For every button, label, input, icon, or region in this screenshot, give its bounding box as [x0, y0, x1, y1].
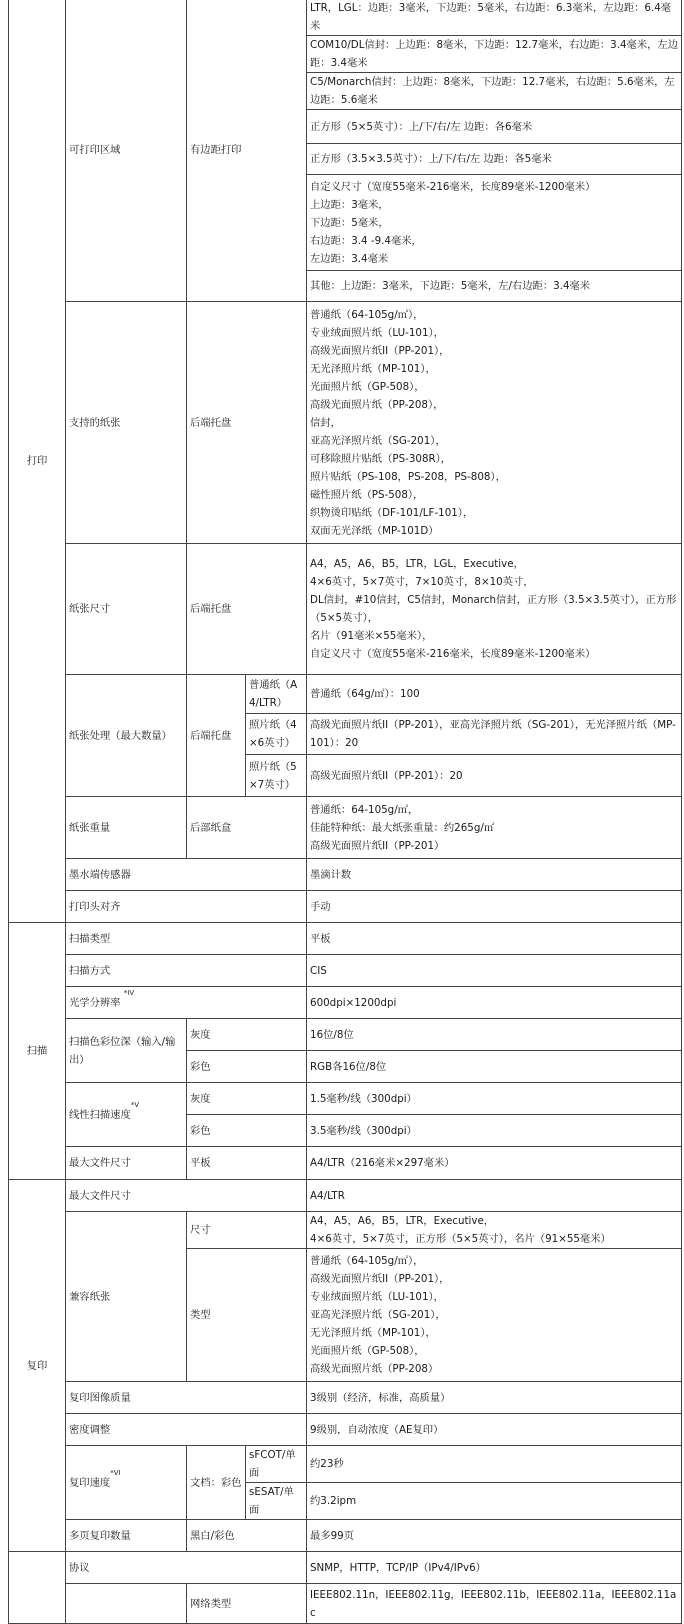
text-line: 4×6英寸，5×7英寸，正方形（5×5英寸），名片（91×55毫米） — [310, 1233, 611, 1245]
text-line: 自定义尺寸（宽度55毫米-216毫米，长度89毫米-1200毫米） — [310, 180, 596, 193]
table-row — [9, 1147, 682, 1180]
table-row — [9, 544, 682, 675]
ink-sensor-label: 墨水端传感器 — [66, 859, 307, 891]
spec-value: 手动 — [307, 891, 682, 923]
text-line: 4×6英寸，5×7英寸，7×10英寸，8×10英寸， — [310, 576, 534, 588]
text-line: 高级光面照片纸II（PP-201） — [310, 839, 445, 852]
text-line: 高级光面照片纸（PP-208）， — [310, 398, 444, 411]
text-line: A4，A5，A6，B5，LTR，LGL，Executive， — [310, 558, 524, 570]
spec-value: IEEE802.11n，IEEE802.11g，IEEE802.11b，IEEE802.11a，IEEE802.11ac — [307, 1584, 682, 1624]
spec-value: A4/LTR（216毫米×297毫米） — [307, 1147, 682, 1180]
text-line: 高级光面照片纸（PP-208） — [310, 1363, 439, 1375]
printable-area-label: 可打印区域 — [66, 0, 187, 302]
category-network — [9, 1552, 66, 1624]
table-row — [9, 1446, 682, 1483]
rear-cassette-label: 后部纸盒 — [187, 797, 307, 859]
spec-value: 正方形（5×5英寸）：上/下/右/左 边距：各6毫米 — [307, 110, 682, 144]
spec-value: 其他：上边距：3毫米，下边距：5毫米，左/右边距：3.4毫米 — [307, 271, 682, 302]
spec-value: 3.5毫秒/线（300dpi） — [307, 1115, 682, 1147]
table-row — [9, 1180, 682, 1212]
table-row — [9, 923, 682, 955]
rear-tray-label: 后端托盘 — [187, 544, 307, 675]
copy-speed-label — [66, 1446, 187, 1520]
paper-size-label: 纸张尺寸 — [66, 544, 187, 675]
mode-cell: 灰度 — [187, 1083, 307, 1115]
text-line: 光面照片纸（GP-508）， — [310, 380, 425, 393]
text-line: 右边距：3.4 -9.4毫米， — [310, 234, 422, 247]
paper-type-cell: 普通纸（A4/LTR） — [246, 675, 307, 714]
spec-table — [8, 0, 682, 1624]
mode-cell: 灰度 — [187, 1019, 307, 1051]
spec-value-multiline — [307, 544, 682, 675]
spec-value: 约23秒 — [307, 1446, 682, 1483]
table-row — [9, 1520, 682, 1552]
text-line: 光面照片纸（GP-508）， — [310, 1345, 425, 1357]
copy-quality-label: 复印图像质量 — [66, 1382, 307, 1414]
network-blank-label — [66, 1584, 187, 1624]
spec-value: 最多99页 — [307, 1520, 682, 1552]
spec-value: 3级别（经济，标准，高质量） — [307, 1382, 682, 1414]
spec-value: 高级光面照片纸II（PP-201）：20 — [307, 755, 682, 797]
label-text: 线性扫描速度 — [69, 1108, 131, 1121]
line-speed-label — [66, 1083, 187, 1147]
text-line: DL信封，#10信封，C5信封，Monarch信封，正方形（3.5×3.5英寸），正方形（5×5英寸）， — [310, 594, 677, 624]
spec-value-multiline — [307, 797, 682, 859]
type-label: 类型 — [187, 1249, 307, 1382]
compatible-paper-label: 兼容纸张 — [66, 1212, 187, 1382]
table-row — [9, 987, 682, 1019]
metric-cell: sESAT/单面 — [246, 1483, 307, 1520]
rear-tray-label: 后端托盘 — [187, 302, 307, 544]
spec-value-multiline — [307, 175, 682, 271]
text-line: 无光泽照片纸（MP-101）， — [310, 362, 436, 375]
text-line: 普通纸（64-105g/㎡）， — [310, 308, 424, 321]
label-text: 复印速度 — [69, 1476, 111, 1489]
doc-color-cell: 文档：彩色 — [187, 1446, 246, 1520]
text-line: A4，A5，A6，B5，LTR，Executive， — [310, 1215, 495, 1227]
text-line: 可移除照片贴纸（PS-308R）， — [310, 452, 452, 465]
category-print: 打印 — [9, 0, 66, 923]
text-line: 高级光面照片纸II（PP-201）， — [310, 1273, 450, 1285]
text-line: 专业绒面照片纸（LU-101）， — [310, 1291, 444, 1303]
paper-handling-label: 纸张处理（最大数量） — [66, 675, 187, 797]
paper-type-cell: 照片纸（5×7英寸） — [246, 755, 307, 797]
category-scan: 扫描 — [9, 923, 66, 1180]
text-line: 无光泽照片纸（MP-101）， — [310, 1327, 436, 1339]
text-line: 佳能特种纸：最大纸张重量：约265g/㎡ — [310, 821, 495, 834]
spec-value: LTR，LGL：边距：3毫米，下边距：5毫米，右边距：6.3毫米，左边距：6.4毫米 — [307, 0, 682, 36]
table-row — [9, 955, 682, 987]
table-row — [9, 1552, 682, 1584]
spec-value-multiline — [307, 1212, 682, 1249]
protocol-label: 协议 — [66, 1552, 307, 1584]
mode-cell: 彩色 — [187, 1115, 307, 1147]
spec-value-multiline — [307, 302, 682, 544]
table-row — [9, 1584, 682, 1624]
table-row — [9, 1382, 682, 1414]
text-line: 照片贴纸（PS-108，PS-208，PS-808）， — [310, 470, 506, 483]
spec-value: 正方形（3.5×3.5英寸）：上/下/右/左 边距：各5毫米 — [307, 144, 682, 175]
text-line: 普通纸（64-105g/㎡）， — [310, 1255, 424, 1267]
spec-value: SNMP，HTTP，TCP/IP（IPv4/IPv6） — [307, 1552, 682, 1584]
metric-cell: sFCOT/单面 — [246, 1446, 307, 1483]
spec-value: 高级光面照片纸II（PP-201），亚高光泽照片纸（SG-201），无光泽照片纸（MP-101）：20 — [307, 714, 682, 755]
max-doc-label: 最大文件尺寸 — [66, 1180, 307, 1212]
footnote-mark: *VI — [110, 1468, 121, 1477]
table-row — [9, 891, 682, 923]
scan-method-label: 扫描方式 — [66, 955, 307, 987]
table-row — [9, 797, 682, 859]
mode-cell: 黑白/彩色 — [187, 1520, 307, 1552]
paper-type-cell: 照片纸（4×6英寸） — [246, 714, 307, 755]
network-type-label: 网络类型 — [187, 1584, 307, 1624]
multi-copy-label: 多页复印数量 — [66, 1520, 187, 1552]
text-line: 亚高光泽照片纸（SG-201）， — [310, 434, 446, 447]
spec-value: 约3.2ipm — [307, 1483, 682, 1520]
table-row — [9, 1019, 682, 1051]
mode-cell: 彩色 — [187, 1051, 307, 1083]
scan-type-label: 扫描类型 — [66, 923, 307, 955]
spec-value: COM10/DL信封：上边距：8毫米，下边距：12.7毫米，右边距：3.4毫米，左边距：3.4毫米 — [307, 36, 682, 73]
spec-value: A4/LTR — [307, 1180, 682, 1212]
text-line: 下边距：5毫米， — [310, 216, 389, 229]
text-line: 磁性照片纸（PS-508）， — [310, 488, 424, 501]
text-line: 亚高光泽照片纸（SG-201）， — [310, 1309, 446, 1321]
footnote-mark: *IV — [123, 988, 135, 997]
text-line: 自定义尺寸（宽度55毫米-216毫米，长度89毫米-1200毫米） — [310, 648, 596, 660]
size-label: 尺寸 — [187, 1212, 307, 1249]
text-line: 上边距：3毫米， — [310, 198, 389, 211]
text-line: 普通纸：64-105g/㎡， — [310, 803, 419, 816]
text-line: 左边距：3.4毫米 — [310, 252, 389, 265]
table-row — [9, 1083, 682, 1115]
spec-value: 9级别，自动浓度（AE复印） — [307, 1414, 682, 1446]
spec-value: 普通纸（64g/㎡）：100 — [307, 675, 682, 714]
spec-value-multiline — [307, 1249, 682, 1382]
text-line: 双面无光泽纸（MP-101D） — [310, 524, 439, 537]
footnote-mark: *V — [130, 1100, 140, 1109]
spec-value: 墨滴计数 — [307, 859, 682, 891]
text-line: 信封， — [310, 416, 341, 429]
text-line: 名片（91毫米×55毫米）， — [310, 630, 433, 642]
spec-value: RGB各16位/8位 — [307, 1051, 682, 1083]
max-doc-label: 最大文件尺寸 — [66, 1147, 187, 1180]
color-depth-label: 扫描色彩位深（输入/输出） — [66, 1019, 187, 1083]
table-row — [9, 0, 682, 36]
table-row — [9, 675, 682, 714]
spec-value: 平板 — [307, 923, 682, 955]
density-label: 密度调整 — [66, 1414, 307, 1446]
head-alignment-label: 打印头对齐 — [66, 891, 307, 923]
text-line: 专业绒面照片纸（LU-101）， — [310, 326, 444, 339]
spec-value: 600dpi×1200dpi — [307, 987, 682, 1019]
spec-value: 16位/8位 — [307, 1019, 682, 1051]
text-line: 织物烫印贴纸（DF-101/LF-101）， — [310, 506, 474, 519]
table-row — [9, 1414, 682, 1446]
text-line: 高级光面照片纸II（PP-201）， — [310, 344, 450, 357]
spec-value: CIS — [307, 955, 682, 987]
paper-weight-label: 纸张重量 — [66, 797, 187, 859]
bordered-print-label: 有边距打印 — [187, 0, 307, 302]
table-row — [9, 302, 682, 544]
optical-resolution-label — [66, 987, 307, 1019]
rear-tray-label: 后端托盘 — [187, 675, 246, 797]
table-row — [9, 859, 682, 891]
spec-value: 1.5毫秒/线（300dpi） — [307, 1083, 682, 1115]
table-row — [9, 1212, 682, 1249]
spec-value: C5/Monarch信封：上边距：8毫米，下边距：12.7毫米，右边距：5.6毫米，左边距：5.6毫米 — [307, 73, 682, 110]
category-copy: 复印 — [9, 1180, 66, 1552]
mode-cell: 平板 — [187, 1147, 307, 1180]
supported-paper-label: 支持的纸张 — [66, 302, 187, 544]
label-text: 光学分辨率 — [69, 996, 121, 1009]
